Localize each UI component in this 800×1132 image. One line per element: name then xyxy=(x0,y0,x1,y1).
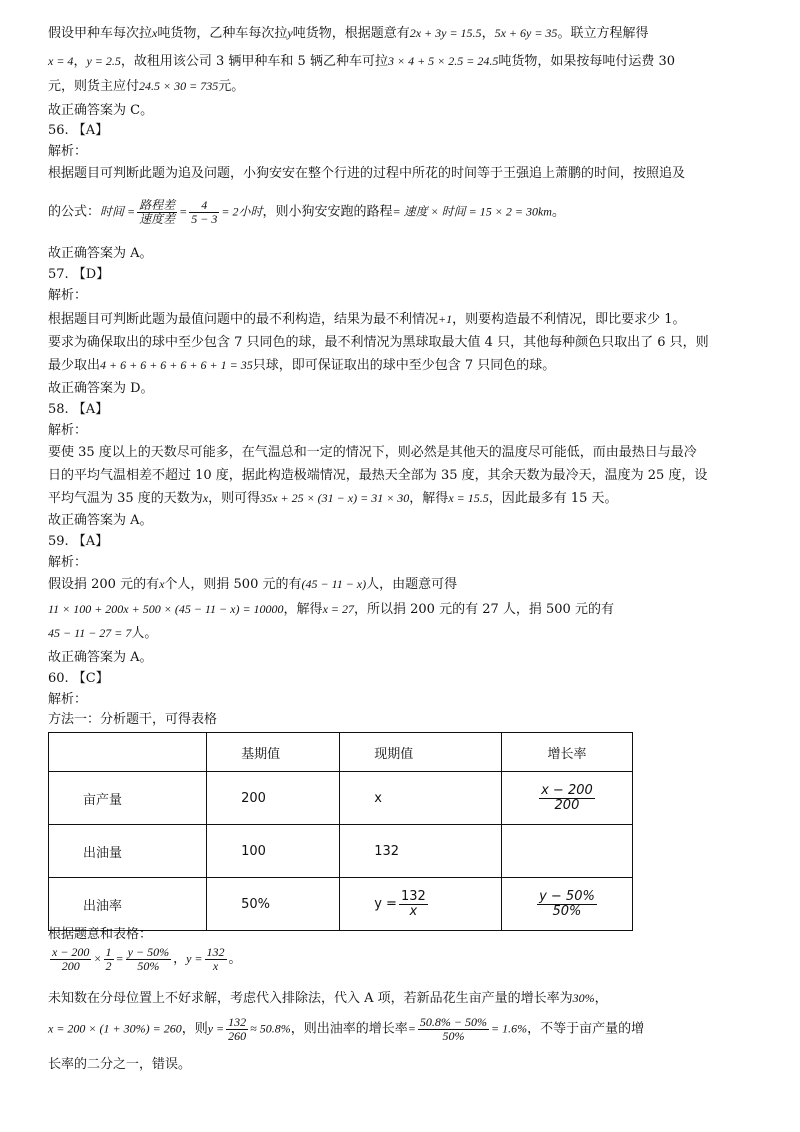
table-cell: 132 xyxy=(340,825,502,878)
table-cell xyxy=(501,825,632,878)
table-cell: 出油量 xyxy=(49,825,207,878)
fraction: $\frac{\text{路程差}}{\text{速度差}}$ xyxy=(139,198,176,226)
answer-line: 故正确答案为 A。 xyxy=(48,650,153,665)
table-cell: 亩产量 xyxy=(49,772,207,825)
text-line: x = 200 × (1 + 30%) = 260，则y = $\frac{132}{260}$ ≈ 50.8%，则出油率的增长率= $\frac{50.8\% - 50\%}{50\%}$ = 1.6%，不等于亩产量的增 xyxy=(48,1015,645,1043)
formula-line: $\frac{x - 200}{200}$ × $\frac{1}{2}$ = $\frac{y - 50\%}{50\%}$ ，y = $\frac{132}{x}$ 。 xyxy=(52,945,242,973)
fraction: $\frac{y - 50\%}{50\%}$ xyxy=(539,888,595,919)
table-row xyxy=(49,772,633,825)
answer-line: 故正确答案为 D。 xyxy=(48,381,154,396)
text-line: 45 − 11 − 27 = 7人。 xyxy=(48,626,158,641)
text-line: 假设捐 200 元的有x个人，则捐 500 元的有(45 − 11 − x)人，由题意可得 xyxy=(48,577,458,592)
question-number: 58. 【A】 xyxy=(48,402,109,417)
fraction: $\frac{x - 200}{200}$ xyxy=(52,945,90,973)
analysis-label: 解析： xyxy=(48,555,88,570)
fraction: $\frac{50.8\% - 50\%}{50\%}$ xyxy=(419,1015,487,1043)
fraction: $\frac{y - 50\%}{50\%}$ xyxy=(127,945,170,973)
question-number: 57. 【D】 xyxy=(48,267,110,282)
text-line: 日的平均气温相差不超过 10 度，据此构造极端情况，最热天全部为 35 度，其余天数为最冷天，温度为 25 度，设 xyxy=(48,468,708,483)
text-line: 长率的二分之一，错误。 xyxy=(48,1057,192,1072)
fraction: $\frac{1}{2}$ xyxy=(105,945,112,973)
table-row xyxy=(49,825,633,878)
answer-line: 故正确答案为 A。 xyxy=(48,513,153,528)
text-line: 要求为确保取出的球中至少包含 7 只同色的球，最不利情况为黑球取最大值 4 只，其他每种颜色只取出了 6 只，则 xyxy=(48,335,709,350)
answer-line: 故正确答案为 C。 xyxy=(48,103,154,118)
table-header-row xyxy=(49,733,633,772)
text-line: 平均气温为 35 度的天数为x，则可得35x + 25 × (31 − x) = 31 × 30，解得x = 15.5，因此最多有 15 天。 xyxy=(48,491,618,506)
text-line: 根据题目可判断此题为最值问题中的最不利构造，结果为最不利情况+1，则要构造最不利情况，即比要求少 1。 xyxy=(48,312,686,327)
text-line: 要使 35 度以上的天数尽可能多，在气温总和一定的情况下，则必然是其他天的温度尽可能低，而由最热日与最冷 xyxy=(48,445,697,460)
table-header: 基期值 xyxy=(207,733,340,772)
question-number: 56. 【A】 xyxy=(48,123,109,138)
table-cell: 出油率 xyxy=(49,878,207,931)
fraction: $\frac{4}{5 - 3}$ xyxy=(191,198,218,226)
analysis-label: 解析： xyxy=(48,288,88,303)
table-cell: y = $\frac{132}{x}$ xyxy=(340,878,502,931)
text-line: 11 × 100 + 200x + 500 × (45 − 11 − x) = 10000，解得x = 27，所以捐 200 元的有 27 人，捐 500 元的有 xyxy=(48,602,614,617)
text-line: 根据题意和表格： xyxy=(48,927,153,942)
table-cell xyxy=(501,878,632,931)
table-header: 现期值 xyxy=(340,733,502,772)
table-cell xyxy=(501,772,632,825)
analysis-label: 解析： xyxy=(48,692,88,707)
data-table xyxy=(48,732,633,931)
fraction: $\frac{x - 200}{200}$ xyxy=(541,782,593,813)
text-line: x = 4，y = 2.5，故租用该公司 3 辆甲种车和 5 辆乙种车可拉3 × 4 + 5 × 2.5 = 24.5吨货物，如果按每吨付运费 30 xyxy=(48,54,676,69)
analysis-label: 解析： xyxy=(48,144,88,159)
table-header xyxy=(49,733,207,772)
text-line: 元，则货主应付24.5 × 30 = 735元。 xyxy=(48,79,245,94)
fraction: $\frac{132}{x}$ xyxy=(400,888,426,919)
table-row xyxy=(49,878,633,931)
text-line: 最少取出4 + 6 + 6 + 6 + 6 + 6 + 1 = 35只球，即可保证取出的球中至少包含 7 只同色的球。 xyxy=(48,358,556,373)
table-cell: x xyxy=(340,772,502,825)
text-line: 假设甲种车每次拉x吨货物，乙种车每次拉y吨货物，根据题意有2x + 3y = 15.5，5x + 6y = 35。联立方程解得 xyxy=(48,26,649,41)
question-number: 60. 【C】 xyxy=(48,671,109,686)
analysis-label: 解析： xyxy=(48,423,88,438)
text-line: 根据题目可判断此题为追及问题，小狗安安在整个行进的过程中所花的时间等于王强追上萧鹏的时间，按照追及 xyxy=(48,166,686,181)
fraction: $\frac{132}{260}$ xyxy=(228,1015,247,1043)
text-line: 的公式：时间 = $\frac{\text{路程差}}{\text{速度差}}$ = $\frac{4}{5 - 3}$ = 2小时，则小狗安安跑的路程= 速度 × 时间 = 15 × 2 = 30km。 xyxy=(48,198,565,226)
table-header: 增长率 xyxy=(501,733,632,772)
question-number: 59. 【A】 xyxy=(48,534,109,549)
fraction: $\frac{132}{x}$ xyxy=(206,945,225,973)
text-line: 未知数在分母位置上不好求解，考虑代入排除法，代入 A 项，若新品花生亩产量的增长率为30%， xyxy=(48,991,608,1006)
table-cell: 200 xyxy=(207,772,340,825)
method-line: 方法一：分析题干，可得表格 xyxy=(48,712,218,727)
table-cell: 50% xyxy=(207,878,340,931)
answer-line: 故正确答案为 A。 xyxy=(48,246,153,261)
table-cell: 100 xyxy=(207,825,340,878)
